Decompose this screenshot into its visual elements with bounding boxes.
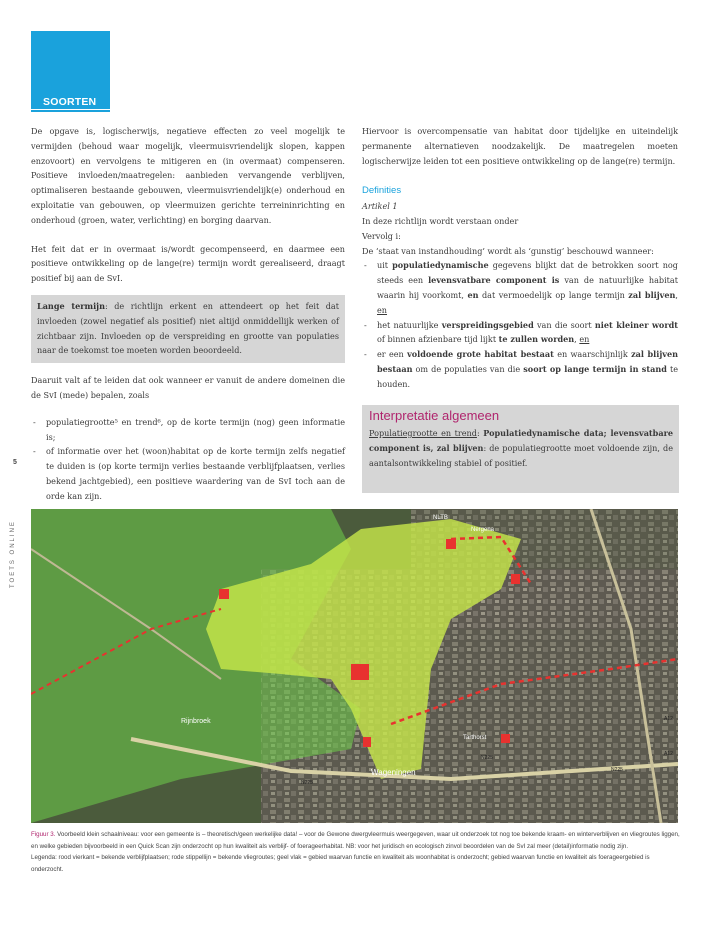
caption-legend: Legenda: rood vierkant = bekende verblijfplaatsen; rode stippellijn = bekende vliegroutes; geel vlak = gebied waarvan functie en kwaliteit als woonhabitat is onderzocht; gebied waarvan functie en kwaliteit als foerageergebied is onderzocht. [31,854,650,873]
left-list-item: - populatiegrootte⁵ en trend⁶, op de korte termijn (nog) geen informatie is; [31,415,345,445]
interpretation-heading: Interpretatie algemeen [369,408,500,423]
roost-marker [511,574,520,584]
figure-number: Figuur 3. [31,831,56,838]
long-term-box-text: : de richtlijn erkent en attendeert op het feit dat invloeden (zowel negatief als positief) niet altijd onmiddellijk werken of zichtbaar zijn. Invloeden op de verspreiding en grootte van populaties naar de toekomst toe moeten worden beoordeeld. [37,300,339,356]
roost-marker [501,734,510,743]
definitions-list [362,258,678,391]
long-term-box [31,295,345,363]
map-label: N225 [481,755,493,761]
page-number: 5 [13,459,17,466]
roost-marker [219,589,229,599]
left-paragraph-3: Daaruit valt af te leiden dat ook wanneer er vanuit de andere domeinen die de SvI (mede) bepalen, zoals [31,375,345,400]
side-label: TOETS ONLINE [10,520,16,588]
left-paragraph-1: De opgave is, logischerwijs, negatieve effecten zo veel mogelijk te vermijden (behoud waar mogelijk, vleermuisvriendelijk slopen, kappen enzovoort) en vervolgens te mitigeren en (in overmaat) compenseren. Positieve invloeden/maatregelen: aanbieden vervangende verblijven, optimaliseren bestaande gebouwen, vleermuisvriendelijk(e) onderhoud en exploitatie van gebouwen, op vleermuizen gerichte terreininrichting en onderhoud (groen, water, verlichting) en borging daarvan. [31,126,345,225]
right-paragraph-1: Hiervoor is overcompensatie van habitat door tijdelijke en uiteindelijk permanente alternatieven noodzakelijk. De maatregelen moeten logischerwijze leiden tot een positieve ontwikkeling op de lange(re) termijn. [362,126,678,166]
map-label: NLTB [433,515,448,521]
left-list-item: - of informatie over het (woon)habitat op de korte termijn zelfs negatief te duiden is (op korte termijn verlies bestaande verblijfplaatsen, verlies bekend jachtgebied), een positieve waardering van de SvI toch aan de orde kan zijn. [31,444,345,503]
definitions-intro: In deze richtlijn wordt verstaan onder [362,215,519,226]
interpretation-box [362,405,679,493]
map-label: A12 [664,751,673,757]
map-label: Wageningen [371,768,416,777]
left-list [31,415,345,504]
definitions-list-item: - er een voldoende grote habitat bestaat en waarschijnlijk zal blijven bestaan om de populaties van die soort op lange termijn in stand te houden. [362,347,678,391]
left-column [31,124,345,504]
map-label: N225 [611,767,623,773]
map-figure [31,509,678,823]
section-tab [31,31,110,109]
map-label: N225 [301,780,313,786]
section-tab-label: SOORTEN [43,96,97,108]
map-label: Nergena [471,527,495,533]
figure-caption [31,829,681,875]
roost-marker [363,737,371,747]
caption-text: Voorbeeld klein schaalniveau: voor een gemeente is – theoretisch/geen werkelijke data! – voor de Gewone dwergvleermuis weergegeven, waar uit onderzoek tot nog toe bekende kraam- en winterverblijven en vliegroutes liggen, en welke gebieden bijvoorbeeld in een Quick Scan zijn onderzocht op hun kwaliteit als verblijf- of foerageerhabitat. NB: voor het juridisch en ecologisch zinvol beoordelen van de SvI zal meer (detail)informatie nodig zijn. [31,831,680,850]
map-label: Tarthorst [463,735,487,741]
definitions-list-item: - uit populatiedynamische gegevens blijkt dat de betrokken soort nog steeds een levensvatbare component is van de natuurlijke habitat waarin hij voorkomt, en dat vermoedelijk op lange termijn zal blijven, en [362,258,678,317]
definitions-heading: Definities [362,185,402,197]
aerial-map [31,509,678,823]
roost-marker [446,539,456,549]
definitions-sub: Vervolg i: [362,230,401,241]
interpretation-text: Populatiegrootte en trend: Populatiedynamische data; levensvatbare component is, zal blijven: de populatiegrootte moet voldoende zijn, de aantalsontwikkeling stabiel of positief. [369,428,673,468]
roost-marker [351,664,369,680]
map-label: A12 [664,716,673,722]
map-label: Rijnbroek [181,718,211,725]
definitions-article: Artikel 1 [362,201,398,212]
left-paragraph-2: Het feit dat er in overmaat is/wordt gecompenseerd, en daarmee een positieve ontwikkeling op de lange(re) termijn wordt gerealiseerd, draagt positief bij aan de SvI. [31,243,345,284]
section-tab-underline [31,110,110,112]
right-column [362,124,678,392]
definitions-quote: De ‘staat van instandhouding’ wordt als ‘gunstig’ beschouwd wanneer: [362,245,654,256]
long-term-box-title: Lange termijn [37,300,105,311]
definitions-list-item: - het natuurlijke verspreidingsgebied van die soort niet kleiner wordt of binnen afzienbare tijd lijkt te zullen worden, en [362,318,678,348]
